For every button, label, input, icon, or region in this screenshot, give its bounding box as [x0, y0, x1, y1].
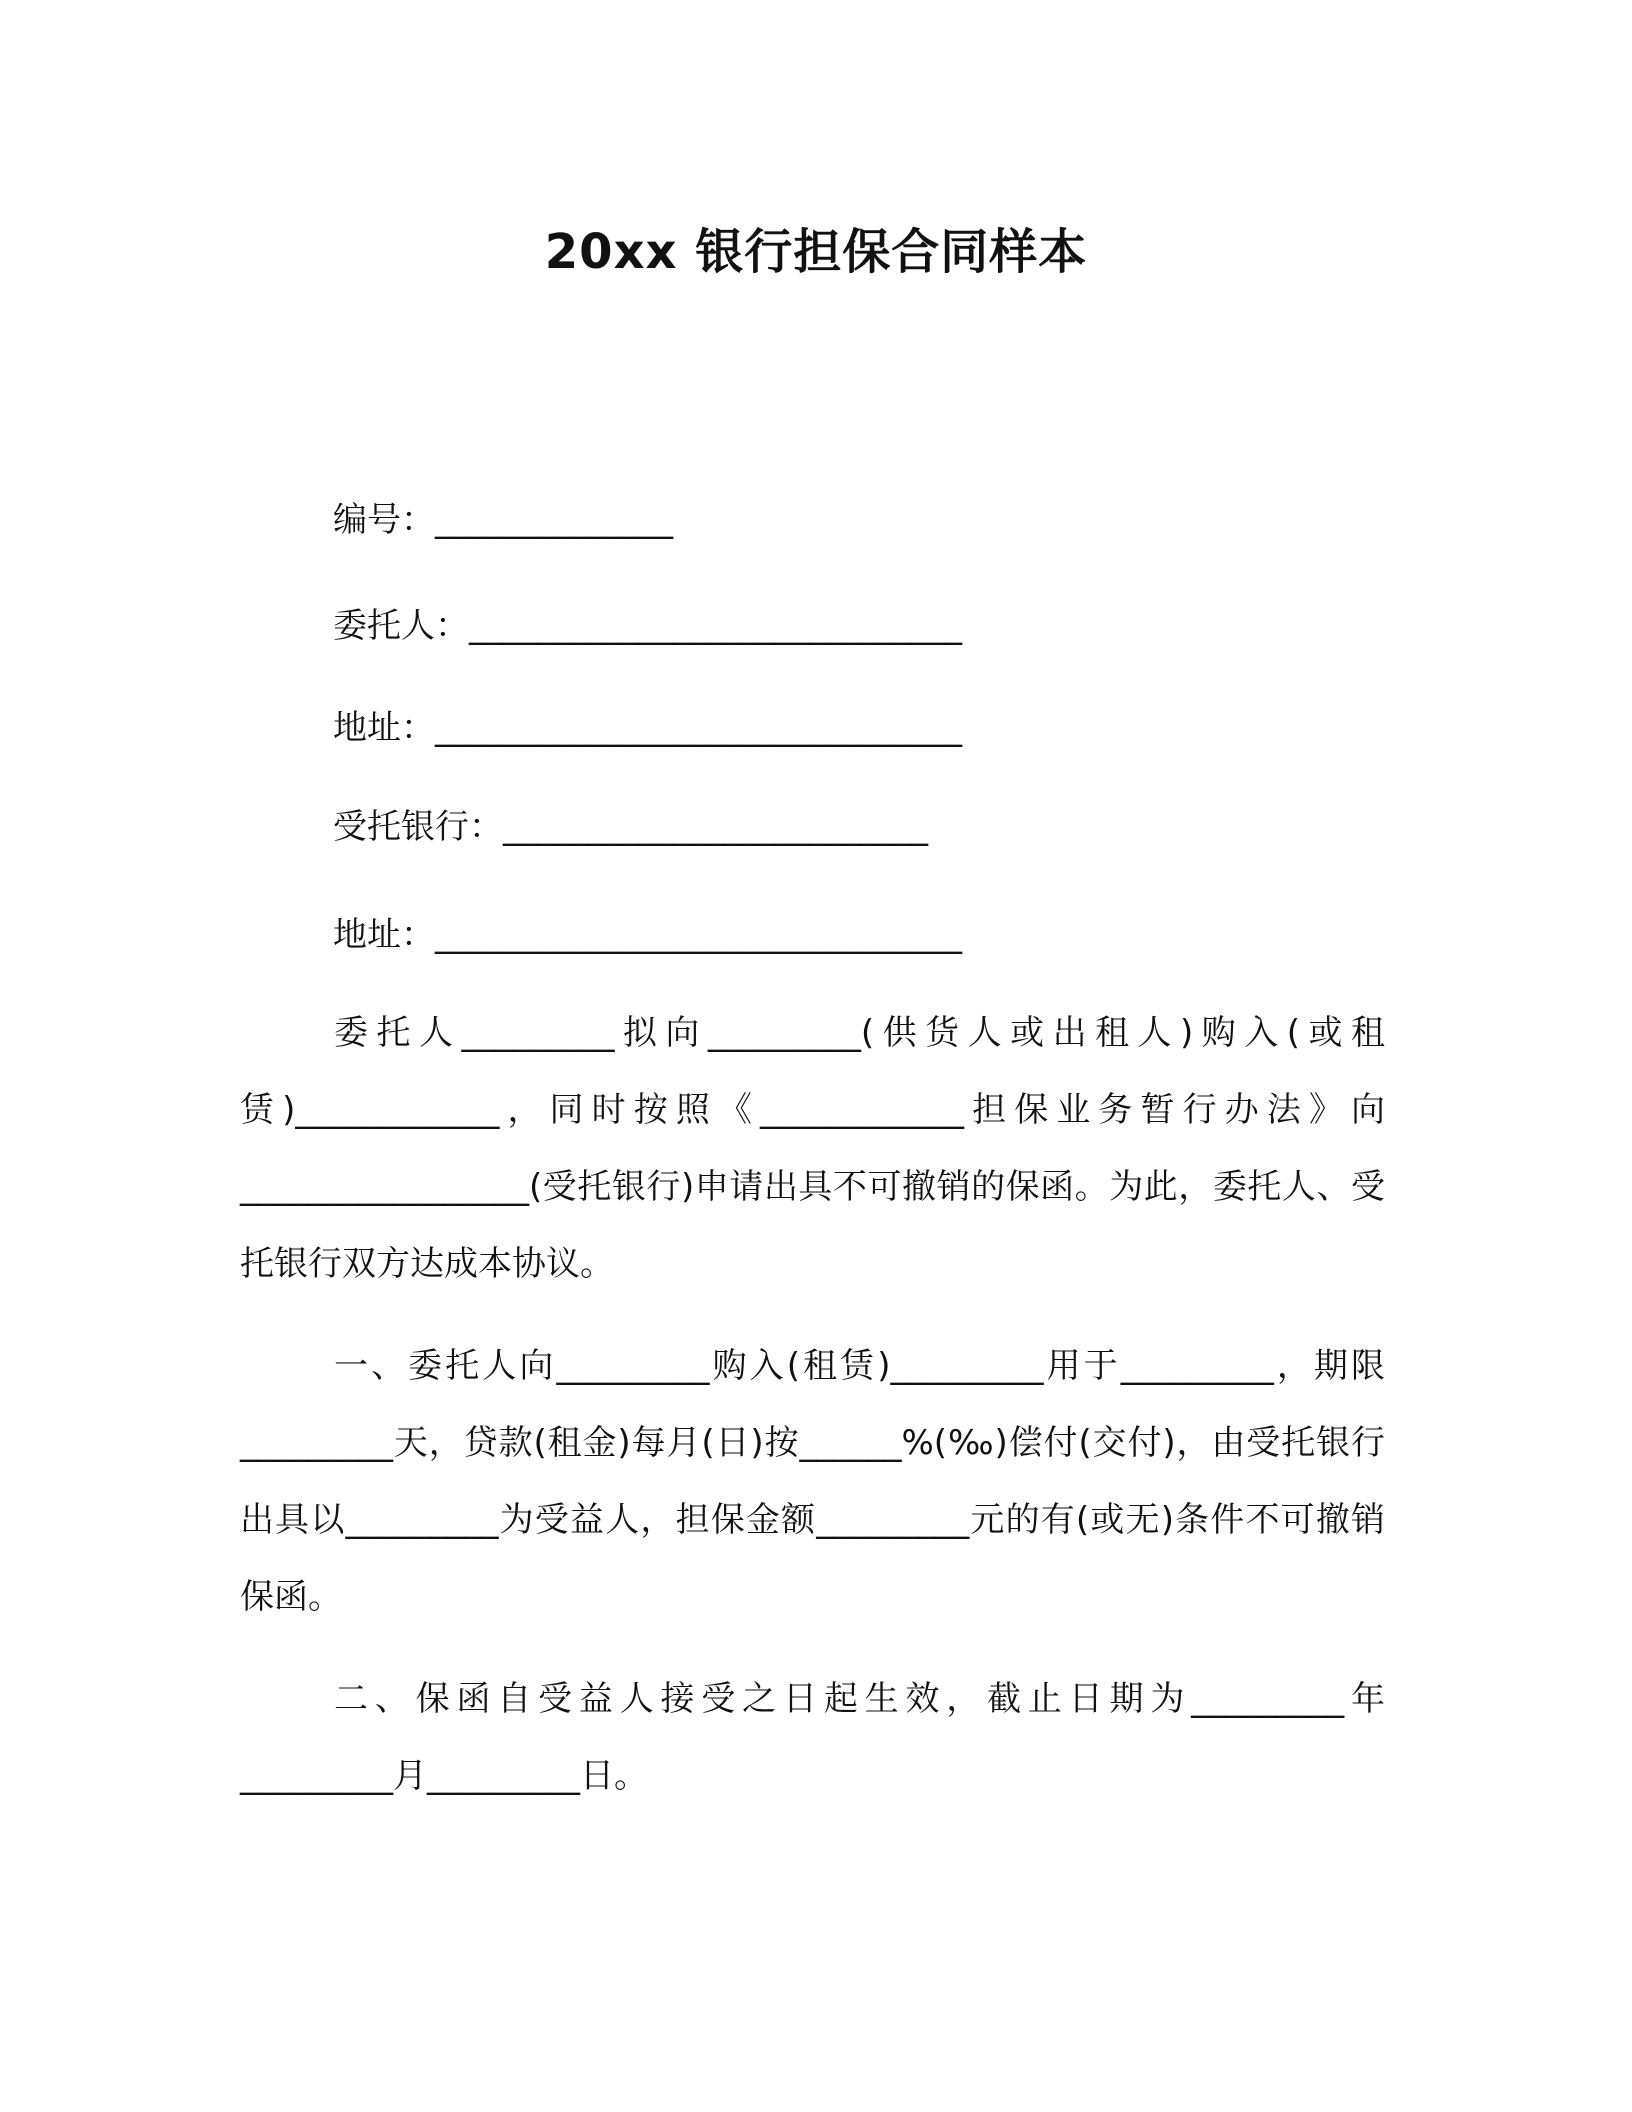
paragraph-clause-1: 一、委托人向_________购入(租赁)_________用于_________，期限_________天，贷款(租金)每月(日)按______%(‰)偿付(交付)，由受托银行出具以_________为受益人，担保金额_________元的有(或无)条件不可撤销保函。 — [240, 1346, 1385, 1617]
field-principal-address: 地址：_______________________________ — [333, 708, 962, 748]
field-contract-number: 编号：______________ — [333, 500, 673, 540]
field-entrusted-bank: 受托银行：_________________________ — [333, 807, 928, 847]
paragraph-intro: 委托人_________拟向_________(供货人或出租人)购入(或租赁)____________，同时按照《____________担保业务暂行办法》向_________________(受托银行)申请出具不可撤销的保函。为此，委托人、受托银行双方达成本协议。 — [240, 1013, 1385, 1284]
field-principal: 委托人：_____________________________ — [333, 606, 962, 646]
paragraph-clause-2: 二、保函自受益人接受之日起生效，截止日期为_________年_________月_________日。 — [240, 1679, 1385, 1796]
field-bank-address: 地址：_______________________________ — [333, 915, 962, 955]
document-title: 20xx 银行担保合同样本 — [544, 224, 1088, 280]
